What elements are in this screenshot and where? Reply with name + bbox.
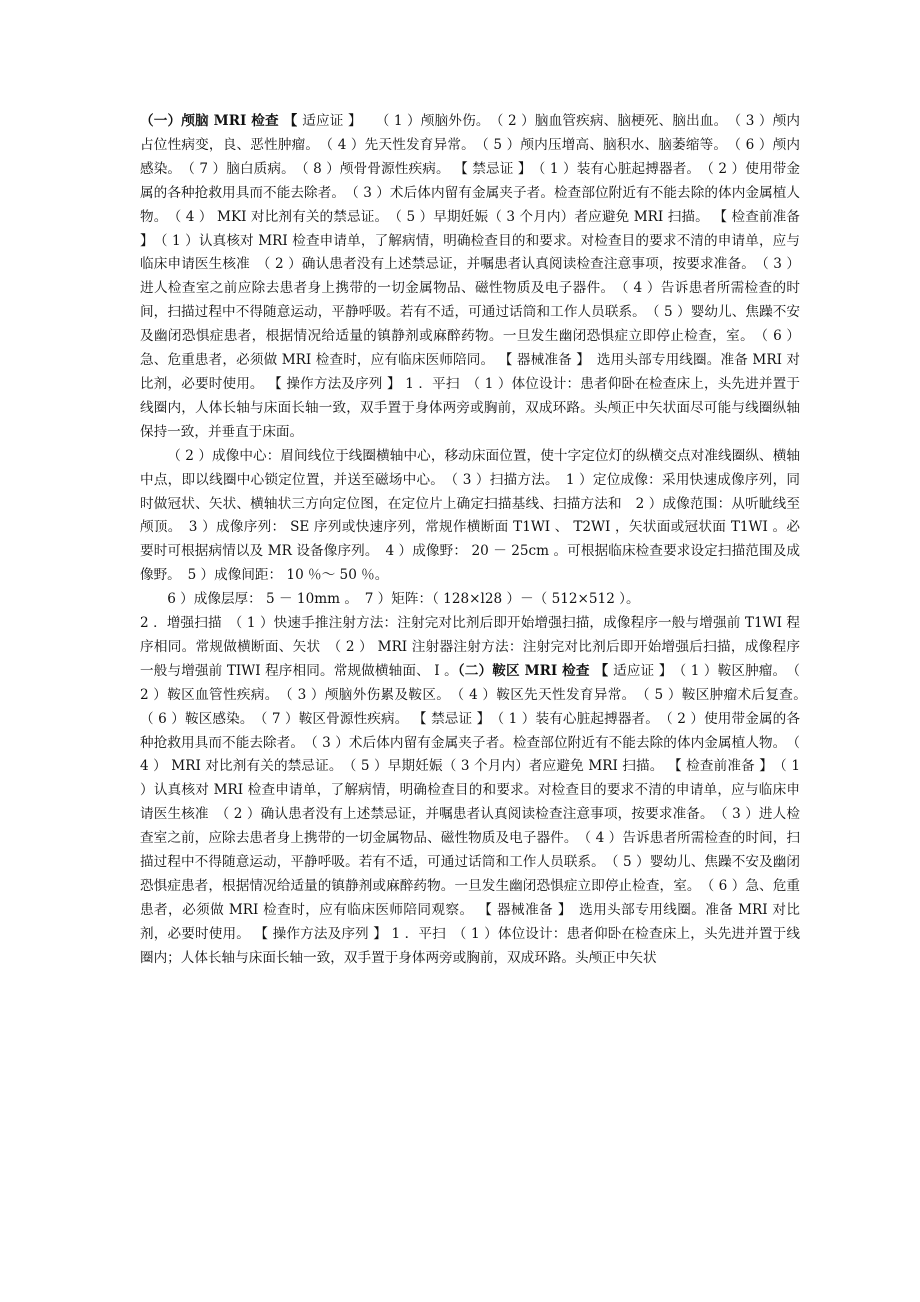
paragraph [140,612,814,971]
section-heading: （一）颅脑 MRI 检查 【 [140,113,303,129]
paragraph [140,588,800,612]
paragraph-text: 适应证 】 （ 1 ）颅脑外伤。 （ 2 ）脑血管疾病、脑梗死、脑出血。 （ 3 ）颅内占位性病变，良、恶性肿瘤。 （ 4 ）先天性发育异常。 （ 5 ）颅内压增高、脑积水、脑萎缩等。 （ 6 ）颅内感染。 （ 7 ）脑白质病。 （ 8 ）颅骨骨源性疾病。 【 禁忌证 】 （ 1 ）装有心脏起搏器者。 （ 2 ）使用带金属的各种抢救用具而不能去除者。 （ 3 ）术后体内留有金属夹子者。检查部位附近有不能去除的体内金属植人物。 （ 4 ） MKI 对比剂有关的禁忌证。 （ 5 ）早期妊娠（ 3 个月内）者应避免 MRI 扫描。 【 检查前准备 】 （ 1 ）认真核对 MRI 检查申请单，了解病情，明确检查目的和要求。对检查目的要求不清的申请单，应与临床申请医生核准 （ 2 ）确认患者没有上述禁忌证，并嘱患者认真阅读检查注意事项，按要求准备。 （ 3 ）进人检查室之前应除去患者身上携带的一切金属物品、磁性物质及电子器件。 （ 4 ）告诉患者所需检查的时间，扫描过程中不得随意运动，平静呼吸。若有不适，可通过话筒和工作人员联系。 （ 5 ）婴幼儿、焦躁不安及幽闭恐惧症患者，根据情况给适量的镇静剂或麻醉药物。一旦发生幽闭恐惧症立即停止检查，室。 （ 6 ）急、危重患者，必须做 MRI 检查时，应有临床医师陪同。 【 器械准备 】 选用头部专用线圈。准备 MRI 对比剂，必要时使用。 【 操作方法及序列 】 1 ．平扫 （ 1 ）体位设计：患者仰卧在检查床上，头先进并置于线圈内，人体长轴与床面长轴一致，双手置于身体两旁或胸前，双成环路。头颅正中矢状面尽可能与线圈纵轴保持一致，并垂直于床面。 [140,113,805,440]
paragraph [140,110,805,445]
document-body [140,110,814,971]
paragraph [140,445,800,588]
paragraph-text: 适应证 】 （ 1 ）鞍区肿瘤。 （ 2 ）鞍区血管性疾病。 （ 3 ）颅脑外伤累及鞍区。 （ 4 ）鞍区先天性发育异常。 （ 5 ）鞍区肿瘤术后复查。 （ 6 ）鞍区感染。 （ 7 ）鞍区骨源性疾病。 【 禁忌证 】 （ 1 ）装有心脏起搏器者。 （ 2 ）使用带金属的各种抢救用具而不能去除者。 （ 3 ）术后体内留有金属夹子者。检查部位附近有不能去除的体内金属植人物。 （ 4 ） MRI 对比剂有关的禁忌证。 （ 5 ）早期妊娠（ 3 个月内）者应避免 MRI 扫描。 【 检查前准备 】 （ 1 ）认真核对 MRI 检查申请单，了解病情，明确检查目的和要求。对检查目的要求不清的申请单，应与临床申请医生核准 （ 2 ）确认患者没有上述禁忌证，并嘱患者认真阅读检查注意事项，按要求准备。 （ 3 ）进人检查室之前，应除去患者身上携带的一切金属物品、磁性物质及电子器件。 （ 4 ）告诉患者所需检查的时间，扫描过程中不得随意运动，平静呼吸。若有不适，可通过话筒和工作人员联系。 （ 5 ）婴幼儿、焦躁不安及幽闭恐惧症患者，根据情况给适量的镇静剂或麻醉药物。一旦发生幽闭恐惧症立即停止检查，室。 （ 6 ）急、危重患者，必须做 MRI 检查时，应有临床医师陪同观察。 【 器械准备 】 选用头部专用线圈。准备 MRI 对比剂，必要时使用。 【 操作方法及序列 】 1 ．平扫 （ 1 ）体位设计：患者仰卧在检查床上，头先进并置于线圈内；人体长轴与床面长轴一致，双手置于身体两旁或胸前，双成环路。头颅正中矢状 [140,662,814,966]
paragraph-text: （ 2 ）成像中心：眉间线位于线圈横轴中心，移动床面位置，使十字定位灯的纵横交点对准线圈纵、横轴中点，即以线圈中心锁定位置，并送至磁场中心。 （ 3 ）扫描方法。 1 ）定位成像：采用快速成像序列，同时做冠状、矢状、横轴状三方向定位图，在定位片上确定扫描基线、扫描方法和 2 ）成像范围：从听眦线至颅顶。 3 ）成像序列： SE 序列或快速序列，常规作横断面 T1WI 、 T2WI ，矢状面或冠状面 T1WI 。必要时可根据病情以及 MR 设备像序列。 4 ）成像野： 20 － 25cm 。可根据临床检查要求设定扫描范围及成像野。 5 ）成像间距： 10 ％～ 50 ％。 [140,447,800,584]
section-heading: （二）鞍区 MRI 检查 【 [457,662,614,679]
paragraph-text: 2 ．增强扫描 （ 1 ）快速手推注射方法：注射完对比剂后即开始增强扫描，成像程序一般与增强前 T1WI 程序相同。常规做横断面、矢状 （ 2 ） MRI 注射器注射方法：注射完对比剂后即开始增强后扫描，成像程序一般与增强前 TIWI 程序相同。常规做横轴面、 I 。 [140,615,800,679]
paragraph-text: 6 ）成像层厚： 5 － 10mm 。 7 ）矩阵：（ 128×l28 ）－（ 512×512 ）。 [167,591,640,608]
